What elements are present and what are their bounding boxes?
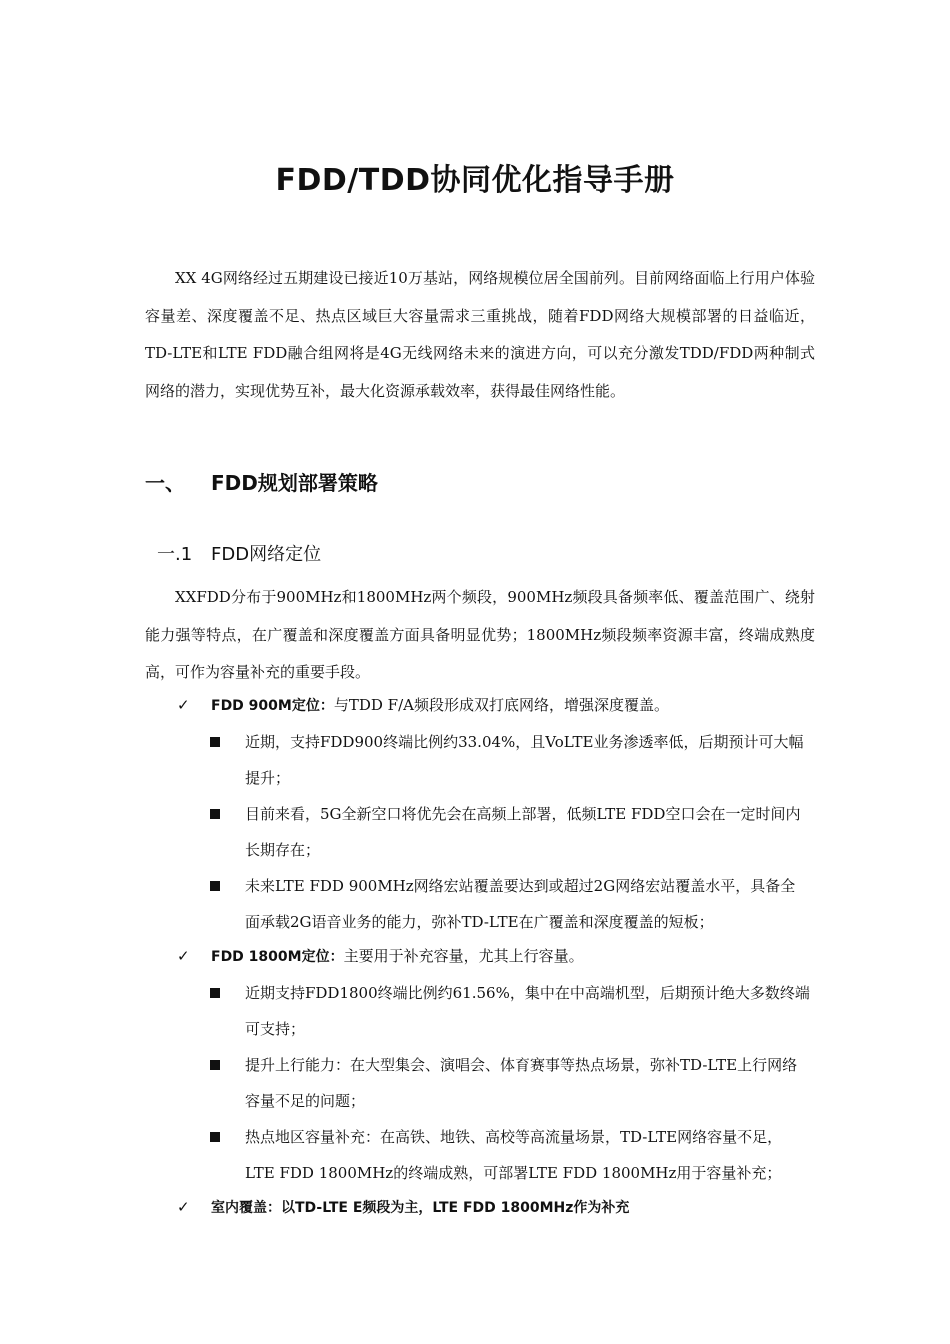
bullet-text: 近期支持FDD1800终端比例约61.56%，集中在中高端机型，后期预计绝大多数终端可支持；	[245, 984, 810, 1038]
checkmark-icon: ✓	[177, 696, 190, 714]
list-item	[177, 1192, 629, 1223]
positioning-text: XXFDD分布于900MHz和1800MHz两个频段，900MHz频段具备频率低、覆盖范围广、绕射能力强等特点，在广覆盖和深度覆盖方面具备明显优势；1800MHz频段频率资源丰富，终端成熟度高，可作为容量补充的重要手段。	[145, 588, 815, 681]
list-item	[177, 690, 669, 721]
section-heading-1	[145, 467, 378, 496]
checkmark-icon: ✓	[177, 1198, 190, 1216]
intro-paragraph	[145, 260, 815, 410]
bullet-item	[210, 975, 810, 1047]
square-bullet-icon	[210, 881, 220, 891]
document-title: FDD/TDD协同优化指导手册	[275, 163, 675, 198]
bullet-item	[210, 724, 810, 796]
bullet-item	[210, 1047, 810, 1119]
checkmark-icon: ✓	[177, 947, 190, 965]
square-bullet-icon	[210, 1060, 220, 1070]
item-text: 与TDD F/A频段形成双打底网络，增强深度覆盖。	[333, 696, 669, 714]
bullet-text: 未来LTE FDD 900MHz网络宏站覆盖要达到或超过2G网络宏站覆盖水平，具备全面承载2G语音业务的能力，弥补TD-LTE在广覆盖和深度覆盖的短板；	[245, 877, 796, 931]
subsection-heading-1-1	[157, 540, 321, 566]
item-label: FDD 900M定位：	[211, 698, 334, 714]
bullet-text: 目前来看，5G全新空口将优先会在高频上部署，低频LTE FDD空口会在一定时间内长期存在；	[245, 805, 801, 859]
bullet-item	[210, 1119, 810, 1191]
square-bullet-icon	[210, 1132, 220, 1142]
item-label: FDD 1800M定位：	[211, 949, 344, 965]
bullet-text: 近期，支持FDD900终端比例约33.04%，且VoLTE业务渗透率低，后期预计可大幅提升；	[245, 733, 804, 787]
section-title: FDD规划部署策略	[211, 471, 378, 495]
bullet-item	[210, 868, 810, 940]
list-item	[177, 941, 584, 972]
bullet-text: 热点地区容量补充：在高铁、地铁、高校等高流量场景，TD-LTE网络容量不足，LTE FDD 1800MHz的终端成熟，可部署LTE FDD 1800MHz用于容量补充；	[245, 1128, 783, 1182]
bullet-text: 提升上行能力：在大型集会、演唱会、体育赛事等热点场景，弥补TD-LTE上行网络容量不足的问题；	[245, 1056, 798, 1110]
bullet-item	[210, 796, 810, 868]
subsection-number: 一.1	[157, 544, 193, 565]
square-bullet-icon	[210, 737, 220, 747]
square-bullet-icon	[210, 809, 220, 819]
item-text: 主要用于补充容量，尤其上行容量。	[343, 947, 584, 965]
intro-text: XX 4G网络经过五期建设已接近10万基站，网络规模位居全国前列。目前网络面临上行用户体验容量差、深度覆盖不足、热点区域巨大容量需求三重挑战，随着FDD网络大规模部署的日益临近，TD-LTE和LTE FDD融合组网将是4G无线网络未来的演进方向，可以充分激发TDD/FDD两种制式网络的潜力，实现优势互补，最大化资源承载效率，获得最佳网络性能。	[145, 269, 815, 400]
subsection-title: FDD网络定位	[211, 544, 322, 565]
square-bullet-icon	[210, 988, 220, 998]
positioning-paragraph	[145, 579, 815, 692]
section-number: 一、	[145, 471, 185, 495]
item-label: 室内覆盖：以TD-LTE E频段为主，LTE FDD 1800MHz作为补充	[211, 1200, 630, 1216]
